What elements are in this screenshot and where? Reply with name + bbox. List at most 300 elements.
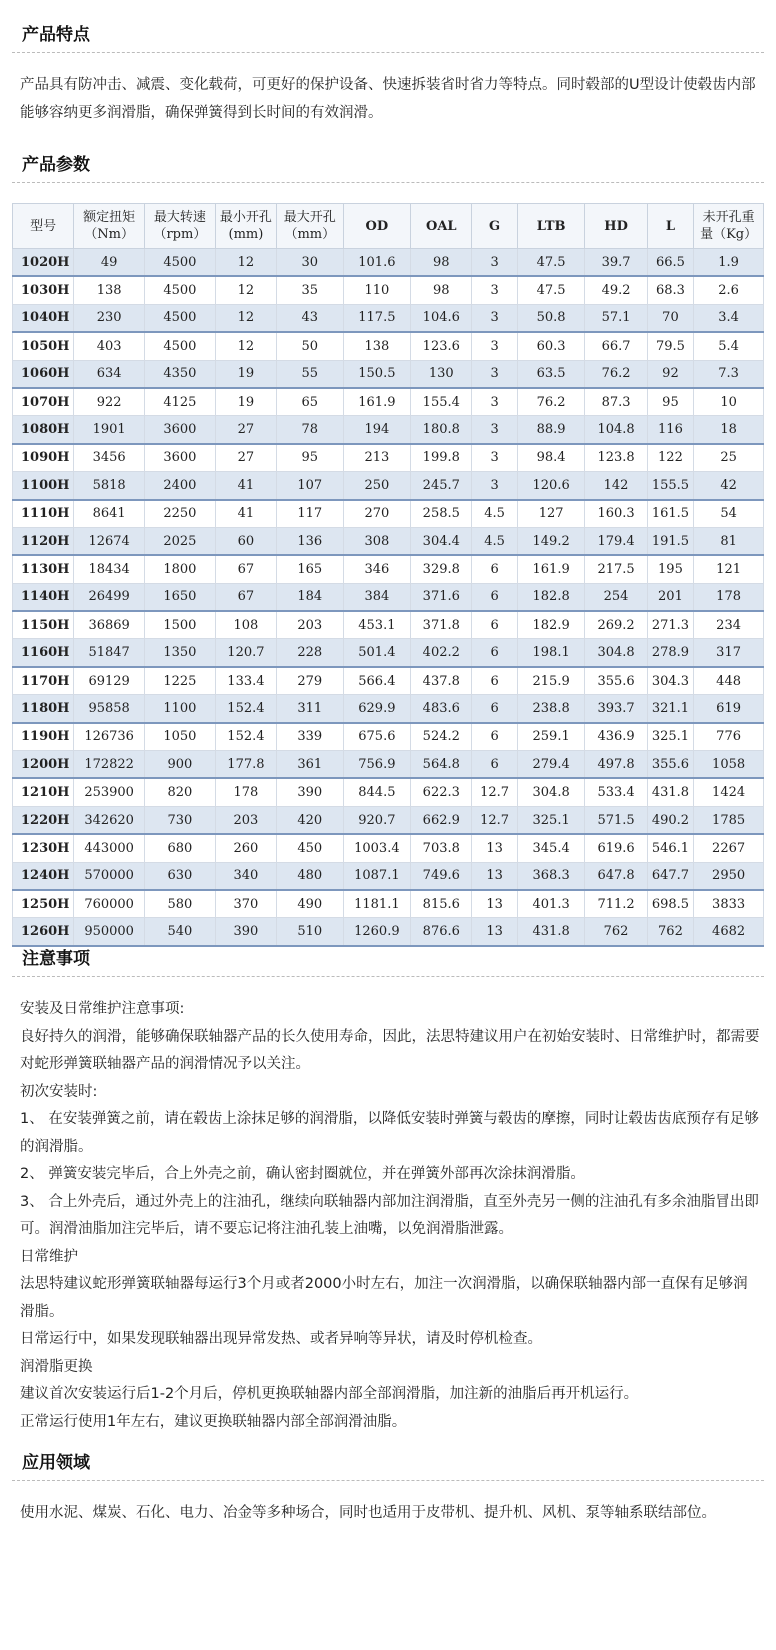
table-cell: 161.5 xyxy=(647,500,693,528)
table-cell: 1.9 xyxy=(694,249,764,277)
notes-line: 良好持久的润滑，能够确保联轴器产品的长久使用寿命，因此，法思特建议用户在初始安装时、日常维护时，都需要对蛇形弹簧联轴器产品的润滑情况予以关注。 xyxy=(20,1028,760,1072)
table-cell: 213 xyxy=(343,444,411,472)
table-cell: 25 xyxy=(694,444,764,472)
table-cell: 450 xyxy=(277,834,344,862)
table-cell: 675.6 xyxy=(343,723,411,751)
table-cell: 401.3 xyxy=(517,890,585,918)
table-cell: 402.2 xyxy=(411,639,472,667)
table-cell: 950000 xyxy=(74,918,145,946)
table-cell: 2950 xyxy=(694,862,764,890)
table-cell: 250 xyxy=(343,472,411,500)
table-cell: 165 xyxy=(277,555,344,583)
table-cell: 95 xyxy=(647,388,693,416)
model-cell: 1210H xyxy=(13,778,74,806)
model-cell: 1100H xyxy=(13,472,74,500)
table-cell: 6 xyxy=(472,583,517,611)
table-cell: 182.8 xyxy=(517,583,585,611)
table-cell: 13 xyxy=(472,890,517,918)
table-cell: 311 xyxy=(277,695,344,723)
notes-section-header xyxy=(12,946,764,977)
table-cell: 41 xyxy=(215,500,276,528)
model-cell: 1160H xyxy=(13,639,74,667)
table-cell: 101.6 xyxy=(343,249,411,277)
table-cell: 178 xyxy=(215,778,276,806)
table-cell: 756.9 xyxy=(343,751,411,779)
notes-line: 初次安装时: xyxy=(20,1083,98,1100)
table-cell: 172822 xyxy=(74,751,145,779)
table-cell: 342620 xyxy=(74,806,145,834)
table-cell: 160.3 xyxy=(585,500,647,528)
table-cell: 403 xyxy=(74,332,145,360)
table-row xyxy=(13,555,764,583)
table-cell: 12 xyxy=(215,276,276,304)
table-cell: 703.8 xyxy=(411,834,472,862)
table-cell: 122 xyxy=(647,444,693,472)
table-cell: 490 xyxy=(277,890,344,918)
table-cell: 815.6 xyxy=(411,890,472,918)
notes-line: 1、 在安装弹簧之前，请在毂齿上涂抹足够的润滑脂，以降低安装时弹簧与毂齿的摩擦，同时让毂齿齿底预存有足够的润滑脂。 xyxy=(20,1111,759,1155)
table-cell: 922 xyxy=(74,388,145,416)
table-cell: 180.8 xyxy=(411,416,472,444)
table-cell: 63.5 xyxy=(517,360,585,388)
table-cell: 271.3 xyxy=(647,611,693,639)
table-cell: 6 xyxy=(472,667,517,695)
table-row xyxy=(13,890,764,918)
section-divider xyxy=(12,976,764,977)
table-cell: 6 xyxy=(472,751,517,779)
table-cell: 50.8 xyxy=(517,304,585,332)
table-cell: 98 xyxy=(411,276,472,304)
table-cell: 79.5 xyxy=(647,332,693,360)
table-cell: 304.3 xyxy=(647,667,693,695)
table-cell: 5.4 xyxy=(694,332,764,360)
table-cell: 121 xyxy=(694,555,764,583)
table-cell: 178 xyxy=(694,583,764,611)
table-cell: 92 xyxy=(647,360,693,388)
table-cell: 762 xyxy=(585,918,647,946)
model-cell: 1220H xyxy=(13,806,74,834)
table-cell: 152.4 xyxy=(215,723,276,751)
table-cell: 107 xyxy=(277,472,344,500)
table-row xyxy=(13,416,764,444)
model-cell: 1240H xyxy=(13,862,74,890)
table-cell: 510 xyxy=(277,918,344,946)
table-cell: 3 xyxy=(472,416,517,444)
table-cell: 2025 xyxy=(145,527,216,555)
model-cell: 1250H xyxy=(13,890,74,918)
table-cell: 201 xyxy=(647,583,693,611)
notes-line: 润滑脂更换 xyxy=(20,1358,93,1375)
table-cell: 60 xyxy=(215,527,276,555)
table-cell: 123.8 xyxy=(585,444,647,472)
table-cell: 346 xyxy=(343,555,411,583)
model-cell: 1070H xyxy=(13,388,74,416)
table-cell: 355.6 xyxy=(647,751,693,779)
table-cell: 630 xyxy=(145,862,216,890)
table-cell: 76.2 xyxy=(517,388,585,416)
notes-line: 日常运行中，如果发现联轴器出现异常发热、或者异响等异状，请及时停机检查。 xyxy=(20,1331,542,1347)
table-cell: 1350 xyxy=(145,639,216,667)
table-cell: 142 xyxy=(585,472,647,500)
table-cell: 35 xyxy=(277,276,344,304)
notes-line: 正常运行使用1年左右，建议更换联轴器内部全部润滑油脂。 xyxy=(20,1413,407,1430)
table-cell: 4500 xyxy=(145,332,216,360)
table-cell: 1500 xyxy=(145,611,216,639)
table-cell: 12 xyxy=(215,249,276,277)
model-cell: 1020H xyxy=(13,249,74,277)
table-cell: 47.5 xyxy=(517,276,585,304)
applications-section-header xyxy=(12,1450,764,1481)
table-cell: 431.8 xyxy=(517,918,585,946)
table-cell: 619.6 xyxy=(585,834,647,862)
table-cell: 371.8 xyxy=(411,611,472,639)
table-cell: 3456 xyxy=(74,444,145,472)
table-cell: 138 xyxy=(343,332,411,360)
table-cell: 4350 xyxy=(145,360,216,388)
table-cell: 3 xyxy=(472,360,517,388)
table-header-cell: L xyxy=(647,204,693,249)
table-cell: 501.4 xyxy=(343,639,411,667)
table-cell: 279.4 xyxy=(517,751,585,779)
table-cell: 76.2 xyxy=(585,360,647,388)
table-cell: 104.6 xyxy=(411,304,472,332)
table-row xyxy=(13,695,764,723)
table-cell: 51847 xyxy=(74,639,145,667)
table-row xyxy=(13,304,764,332)
table-cell: 230 xyxy=(74,304,145,332)
table-header-cell: G xyxy=(472,204,517,249)
table-cell: 152.4 xyxy=(215,695,276,723)
table-cell: 711.2 xyxy=(585,890,647,918)
table-header-cell: 最小开孔(mm) xyxy=(215,204,276,249)
model-cell: 1140H xyxy=(13,583,74,611)
table-cell: 260 xyxy=(215,834,276,862)
table-cell: 182.9 xyxy=(517,611,585,639)
table-cell: 191.5 xyxy=(647,527,693,555)
table-cell: 27 xyxy=(215,444,276,472)
table-cell: 6 xyxy=(472,611,517,639)
table-cell: 203 xyxy=(277,611,344,639)
table-cell: 253900 xyxy=(74,778,145,806)
table-row xyxy=(13,332,764,360)
table-cell: 3.4 xyxy=(694,304,764,332)
table-cell: 2267 xyxy=(694,834,764,862)
table-cell: 533.4 xyxy=(585,778,647,806)
table-cell: 161.9 xyxy=(517,555,585,583)
table-cell: 5818 xyxy=(74,472,145,500)
table-row xyxy=(13,834,764,862)
model-cell: 1060H xyxy=(13,360,74,388)
table-cell: 123.6 xyxy=(411,332,472,360)
table-cell: 308 xyxy=(343,527,411,555)
table-header-cell: LTB xyxy=(517,204,585,249)
table-cell: 390 xyxy=(215,918,276,946)
features-paragraph xyxy=(20,72,760,127)
table-cell: 133.4 xyxy=(215,667,276,695)
notes-line: 法思特建议蛇形弹簧联轴器每运行3个月或者2000小时左右，加注一次润滑脂，以确保联轴器内部一直保有足够润滑脂。 xyxy=(20,1276,748,1320)
table-cell: 130 xyxy=(411,360,472,388)
table-cell: 1058 xyxy=(694,751,764,779)
table-cell: 12674 xyxy=(74,527,145,555)
table-cell: 304.8 xyxy=(517,778,585,806)
table-cell: 321.1 xyxy=(647,695,693,723)
table-cell: 1901 xyxy=(74,416,145,444)
table-cell: 81 xyxy=(694,527,764,555)
model-cell: 1130H xyxy=(13,555,74,583)
features-text: 产品具有防冲击、减震、变化载荷，可更好的保护设备、快速拆装省时省力等特点。同时毂部的U型设计使毂齿内部能够容纳更多润滑脂，确保弹簧得到长时间的有效润滑。 xyxy=(20,77,756,121)
table-cell: 647.7 xyxy=(647,862,693,890)
table-row xyxy=(13,360,764,388)
table-row xyxy=(13,527,764,555)
table-cell: 304.8 xyxy=(585,639,647,667)
table-cell: 195 xyxy=(647,555,693,583)
table-cell: 104.8 xyxy=(585,416,647,444)
table-cell: 19 xyxy=(215,360,276,388)
table-cell: 497.8 xyxy=(585,751,647,779)
table-cell: 564.8 xyxy=(411,751,472,779)
table-cell: 3 xyxy=(472,249,517,277)
table-cell: 1785 xyxy=(694,806,764,834)
table-cell: 2250 xyxy=(145,500,216,528)
table-cell: 361 xyxy=(277,751,344,779)
table-cell: 55 xyxy=(277,360,344,388)
table-cell: 69129 xyxy=(74,667,145,695)
table-row xyxy=(13,667,764,695)
table-cell: 126736 xyxy=(74,723,145,751)
table-cell: 698.5 xyxy=(647,890,693,918)
model-cell: 1120H xyxy=(13,527,74,555)
table-row xyxy=(13,249,764,277)
table-cell: 3 xyxy=(472,472,517,500)
table-cell: 876.6 xyxy=(411,918,472,946)
table-cell: 3833 xyxy=(694,890,764,918)
table-cell: 238.8 xyxy=(517,695,585,723)
table-cell: 110 xyxy=(343,276,411,304)
notes-line: 安装及日常维护注意事项: xyxy=(20,1001,185,1017)
table-cell: 1087.1 xyxy=(343,862,411,890)
table-cell: 1181.1 xyxy=(343,890,411,918)
table-cell: 3600 xyxy=(145,416,216,444)
table-cell: 78 xyxy=(277,416,344,444)
table-header-cell: 型号 xyxy=(13,204,74,249)
model-cell: 1080H xyxy=(13,416,74,444)
table-cell: 117.5 xyxy=(343,304,411,332)
table-cell: 760000 xyxy=(74,890,145,918)
table-cell: 4500 xyxy=(145,276,216,304)
table-cell: 138 xyxy=(74,276,145,304)
model-cell: 1090H xyxy=(13,444,74,472)
table-cell: 749.6 xyxy=(411,862,472,890)
table-cell: 12 xyxy=(215,304,276,332)
table-cell: 339 xyxy=(277,723,344,751)
table-cell: 431.8 xyxy=(647,778,693,806)
table-cell: 436.9 xyxy=(585,723,647,751)
table-cell: 117 xyxy=(277,500,344,528)
table-cell: 54 xyxy=(694,500,764,528)
table-cell: 50 xyxy=(277,332,344,360)
table-row xyxy=(13,276,764,304)
section-divider xyxy=(12,182,764,183)
table-cell: 730 xyxy=(145,806,216,834)
table-cell: 36869 xyxy=(74,611,145,639)
table-cell: 480 xyxy=(277,862,344,890)
table-cell: 66.5 xyxy=(647,249,693,277)
table-cell: 215.9 xyxy=(517,667,585,695)
table-cell: 13 xyxy=(472,834,517,862)
table-cell: 634 xyxy=(74,360,145,388)
table-header-row xyxy=(13,204,764,249)
table-cell: 647.8 xyxy=(585,862,647,890)
table-cell: 1424 xyxy=(694,778,764,806)
notes-line: 建议首次安装运行后1-2个月后，停机更换联轴器内部全部润滑脂，加注新的油脂后再开机运行。 xyxy=(20,1386,639,1402)
table-cell: 420 xyxy=(277,806,344,834)
table-cell: 1003.4 xyxy=(343,834,411,862)
table-cell: 245.7 xyxy=(411,472,472,500)
table-cell: 13 xyxy=(472,918,517,946)
table-cell: 1050 xyxy=(145,723,216,751)
table-cell: 580 xyxy=(145,890,216,918)
table-cell: 384 xyxy=(343,583,411,611)
section-divider xyxy=(12,1480,764,1481)
table-cell: 116 xyxy=(647,416,693,444)
params-table xyxy=(12,203,764,947)
table-cell: 120.7 xyxy=(215,639,276,667)
table-cell: 4682 xyxy=(694,918,764,946)
table-cell: 4500 xyxy=(145,304,216,332)
table-cell: 355.6 xyxy=(585,667,647,695)
table-cell: 13 xyxy=(472,862,517,890)
table-cell: 95 xyxy=(277,444,344,472)
table-cell: 149.2 xyxy=(517,527,585,555)
table-row xyxy=(13,388,764,416)
table-cell: 1650 xyxy=(145,583,216,611)
table-cell: 228 xyxy=(277,639,344,667)
table-cell: 680 xyxy=(145,834,216,862)
notes-line: 3、 合上外壳后，通过外壳上的注油孔，继续向联轴器内部加注润滑脂，直至外壳另一侧的注油孔有多余油脂冒出即可。润滑油脂加注完毕后，请不要忘记将注油孔装上油嘴，以免润滑脂泄露。 xyxy=(20,1193,759,1237)
table-cell: 571.5 xyxy=(585,806,647,834)
table-header-cell: HD xyxy=(585,204,647,249)
table-cell: 340 xyxy=(215,862,276,890)
table-cell: 278.9 xyxy=(647,639,693,667)
table-cell: 1225 xyxy=(145,667,216,695)
table-cell: 371.6 xyxy=(411,583,472,611)
table-row xyxy=(13,778,764,806)
table-cell: 370 xyxy=(215,890,276,918)
table-cell: 155.5 xyxy=(647,472,693,500)
table-cell: 3 xyxy=(472,332,517,360)
table-cell: 269.2 xyxy=(585,611,647,639)
table-cell: 49.2 xyxy=(585,276,647,304)
features-heading: 产品特点 xyxy=(22,25,90,45)
table-cell: 1800 xyxy=(145,555,216,583)
table-cell: 540 xyxy=(145,918,216,946)
table-cell: 18434 xyxy=(74,555,145,583)
table-cell: 3 xyxy=(472,388,517,416)
table-cell: 7.3 xyxy=(694,360,764,388)
model-cell: 1190H xyxy=(13,723,74,751)
notes-heading: 注意事项 xyxy=(22,949,90,969)
table-cell: 4500 xyxy=(145,249,216,277)
table-cell: 317 xyxy=(694,639,764,667)
table-cell: 6 xyxy=(472,639,517,667)
table-cell: 42 xyxy=(694,472,764,500)
table-cell: 198.1 xyxy=(517,639,585,667)
table-cell: 443000 xyxy=(74,834,145,862)
table-cell: 136 xyxy=(277,527,344,555)
params-heading: 产品参数 xyxy=(22,155,90,175)
table-cell: 39.7 xyxy=(585,249,647,277)
model-cell: 1230H xyxy=(13,834,74,862)
table-cell: 70 xyxy=(647,304,693,332)
table-cell: 254 xyxy=(585,583,647,611)
table-cell: 448 xyxy=(694,667,764,695)
section-divider xyxy=(12,52,764,53)
table-cell: 900 xyxy=(145,751,216,779)
table-cell: 453.1 xyxy=(343,611,411,639)
table-cell: 4.5 xyxy=(472,527,517,555)
table-cell: 98 xyxy=(411,249,472,277)
applications-text: 使用水泥、煤炭、石化、电力、冶金等多种场合，同时也适用于皮带机、提升机、风机、泵等轴系联结部位。 xyxy=(20,1505,716,1521)
table-row xyxy=(13,918,764,946)
table-cell: 184 xyxy=(277,583,344,611)
model-cell: 1050H xyxy=(13,332,74,360)
table-cell: 1260.9 xyxy=(343,918,411,946)
table-header-cell: OAL xyxy=(411,204,472,249)
table-row xyxy=(13,611,764,639)
table-cell: 98.4 xyxy=(517,444,585,472)
table-cell: 12 xyxy=(215,332,276,360)
table-cell: 41 xyxy=(215,472,276,500)
table-cell: 161.9 xyxy=(343,388,411,416)
table-row xyxy=(13,444,764,472)
table-cell: 57.1 xyxy=(585,304,647,332)
table-cell: 67 xyxy=(215,555,276,583)
table-cell: 66.7 xyxy=(585,332,647,360)
applications-heading: 应用领域 xyxy=(22,1453,90,1473)
table-row xyxy=(13,723,764,751)
table-cell: 95858 xyxy=(74,695,145,723)
table-cell: 43 xyxy=(277,304,344,332)
table-cell: 150.5 xyxy=(343,360,411,388)
table-cell: 26499 xyxy=(74,583,145,611)
table-cell: 3 xyxy=(472,304,517,332)
table-cell: 120.6 xyxy=(517,472,585,500)
table-cell: 3600 xyxy=(145,444,216,472)
table-cell: 12.7 xyxy=(472,806,517,834)
table-row xyxy=(13,862,764,890)
table-cell: 570000 xyxy=(74,862,145,890)
table-cell: 304.4 xyxy=(411,527,472,555)
table-header-cell: 最大开孔（mm） xyxy=(277,204,344,249)
table-cell: 622.3 xyxy=(411,778,472,806)
table-cell: 65 xyxy=(277,388,344,416)
table-header-cell: 最大转速（rpm） xyxy=(145,204,216,249)
table-cell: 820 xyxy=(145,778,216,806)
table-cell: 4.5 xyxy=(472,500,517,528)
table-row xyxy=(13,639,764,667)
applications-paragraph xyxy=(20,1500,760,1528)
table-cell: 325.1 xyxy=(647,723,693,751)
model-cell: 1030H xyxy=(13,276,74,304)
model-cell: 1200H xyxy=(13,751,74,779)
table-cell: 629.9 xyxy=(343,695,411,723)
table-cell: 27 xyxy=(215,416,276,444)
table-cell: 60.3 xyxy=(517,332,585,360)
model-cell: 1110H xyxy=(13,500,74,528)
model-cell: 1180H xyxy=(13,695,74,723)
table-cell: 325.1 xyxy=(517,806,585,834)
table-cell: 88.9 xyxy=(517,416,585,444)
